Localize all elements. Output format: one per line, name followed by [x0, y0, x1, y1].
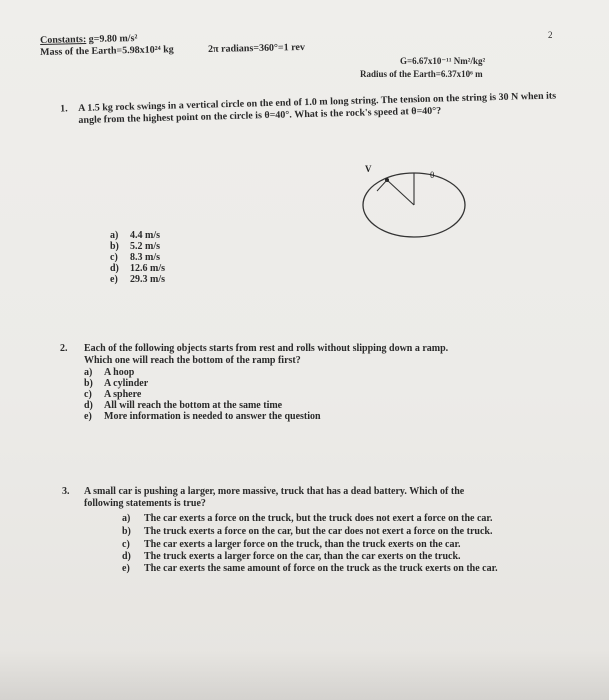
question-2-choices [84, 367, 321, 422]
question-number: 2. [60, 343, 68, 354]
choice-c[interactable]: c) A sphere [84, 389, 142, 400]
constant-g: g=9.80 m/s² [88, 32, 138, 45]
question-text-line-2: Which one will reach the bottom of the ramp first? [84, 355, 301, 366]
choice-c[interactable]: c) 8.3 m/s [110, 252, 160, 263]
swing-circle-diagram [360, 160, 470, 240]
constant-gravitational: G=6.67x10⁻¹¹ Nm²/kg² [400, 56, 486, 66]
velocity-label: V [365, 164, 372, 174]
photo-shadow [0, 650, 609, 700]
choice-b[interactable]: b) The truck exerts a force on the car, but the car does not exert a force on the truck. [122, 526, 493, 537]
question-3-choices [122, 513, 562, 575]
theta-label: θ [430, 170, 435, 180]
question-text-line-1: Each of the following objects starts from rest and rolls without slipping down a ramp. [84, 343, 449, 354]
choice-d[interactable]: d) 12.6 m/s [110, 263, 165, 274]
choice-e[interactable]: e) The car exerts the same amount of force on the truck as the truck exerts on the car. [122, 563, 498, 574]
question-number: 1. [60, 103, 68, 115]
question-text-line-1: A small car is pushing a larger, more massive, truck that has a dead battery. Which of the [84, 486, 465, 497]
constant-earth-radius: Radius of the Earth=6.37x10⁶ m [360, 69, 483, 79]
question-1 [60, 90, 568, 127]
constants-heading: Constants: [40, 34, 87, 46]
choice-d[interactable]: d) The truck exerts a larger force on the car, than the car exerts on the truck. [122, 551, 461, 562]
question-3 [62, 486, 572, 510]
choice-a[interactable]: a) A hoop [84, 367, 135, 378]
question-2 [60, 343, 560, 367]
question-text: A 1.5 kg rock swings in a vertical circle on the end of 1.0 m long string. The tension on the string is 30 N when its angle from the highest point on the circle is θ=40°. What is the rock's speed at θ=40°? [78, 90, 557, 126]
question-text-line-2: following statements is true? [84, 498, 206, 509]
choice-b[interactable]: b) 5.2 m/s [110, 241, 160, 252]
constants-line-1 [40, 33, 138, 46]
constant-radians: 2π radians=360°=1 rev [208, 41, 306, 55]
choice-c[interactable]: c) The car exerts a larger force on the truck, than the truck exerts on the car. [122, 539, 461, 550]
page-number: 2 [548, 30, 553, 40]
choice-e[interactable]: e) 29.3 m/s [110, 274, 165, 285]
constant-earth-mass: Mass of the Earth=5.98x10²⁴ kg [40, 44, 174, 58]
choice-e[interactable]: e) More information is needed to answer the question [84, 411, 321, 422]
choice-b[interactable]: b) A cylinder [84, 378, 149, 389]
string-line-angled [387, 180, 414, 205]
question-1-choices [110, 230, 165, 285]
question-number: 3. [62, 486, 70, 497]
choice-d[interactable]: d) All will reach the bottom at the same time [84, 400, 283, 411]
choice-a[interactable]: a) The car exerts a force on the truck, but the truck does not exert a force on the car. [122, 513, 493, 524]
choice-a[interactable]: a) 4.4 m/s [110, 230, 160, 241]
